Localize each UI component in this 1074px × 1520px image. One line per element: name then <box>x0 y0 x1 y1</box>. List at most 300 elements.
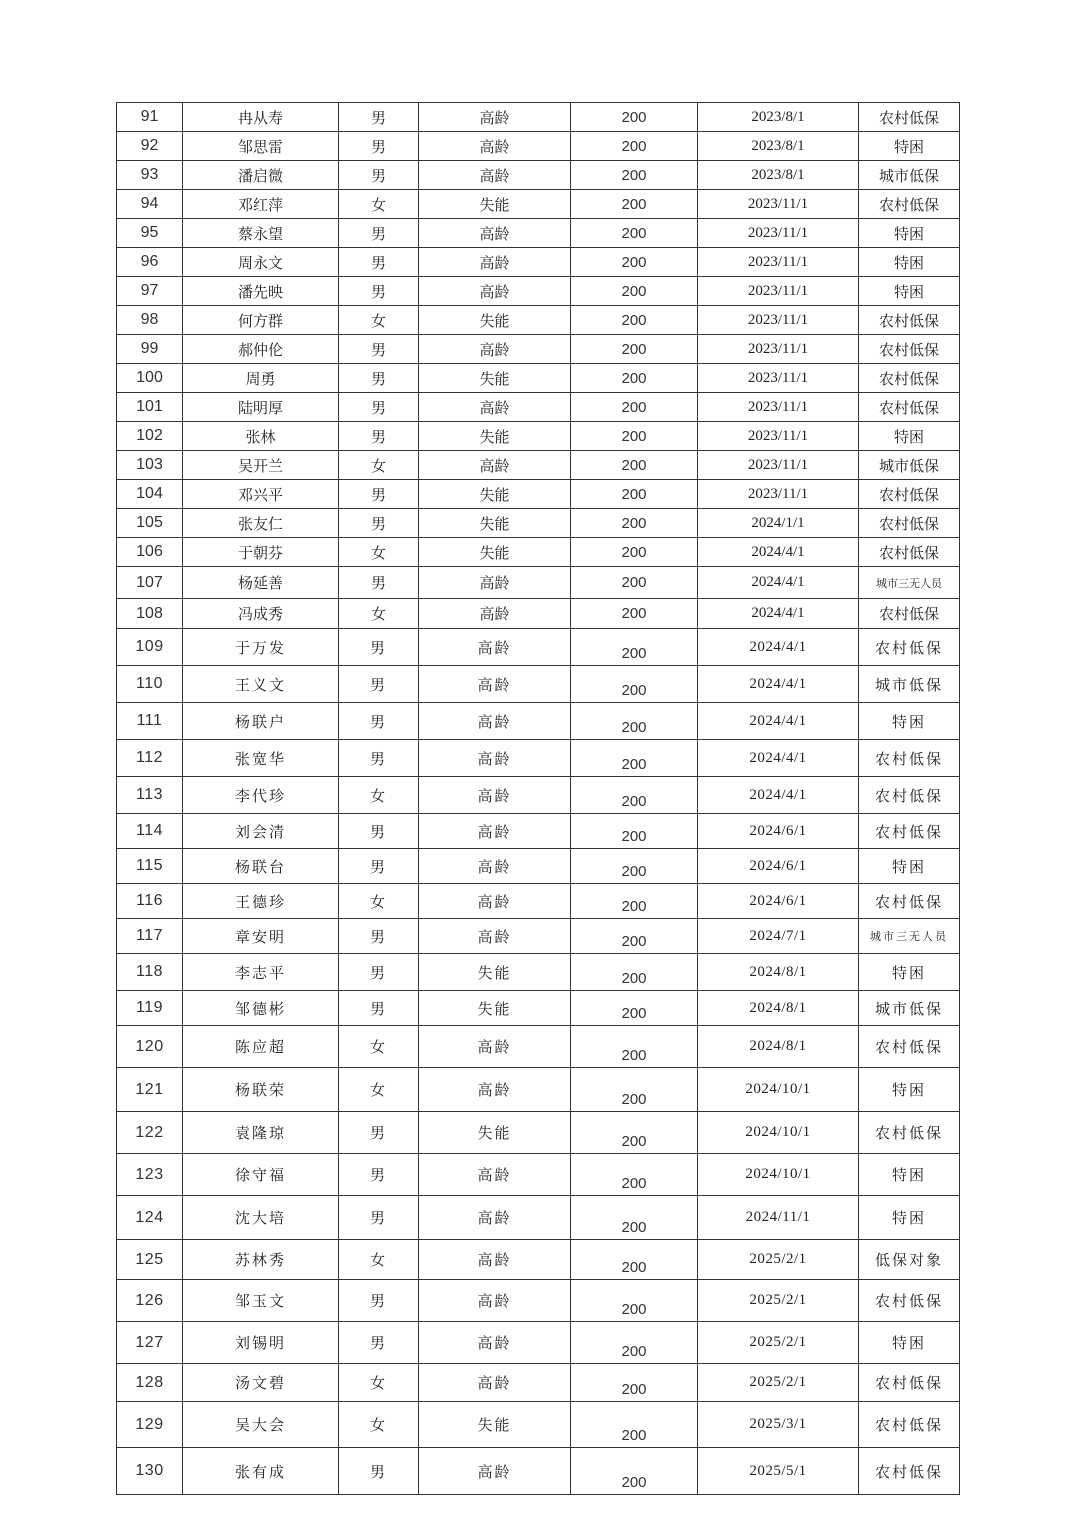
cell-type: 高龄 <box>419 1280 571 1322</box>
table-row <box>117 884 960 919</box>
cell-sex: 男 <box>339 393 419 422</box>
cell-sex: 男 <box>339 567 419 599</box>
cell-date: 2024/10/1 <box>698 1068 859 1112</box>
cell-type: 高龄 <box>419 132 571 161</box>
table-row <box>117 538 960 567</box>
cell-type: 高龄 <box>419 277 571 306</box>
cell-number: 127 <box>117 1322 183 1364</box>
cell-category: 特困 <box>859 1068 960 1112</box>
cell-type: 高龄 <box>419 219 571 248</box>
cell-name: 沈大培 <box>183 1196 339 1240</box>
cell-number: 119 <box>117 991 183 1026</box>
cell-amount: 200 <box>571 666 698 703</box>
cell-sex: 男 <box>339 335 419 364</box>
cell-number: 117 <box>117 919 183 954</box>
cell-date: 2024/4/1 <box>698 777 859 814</box>
cell-category: 农村低保 <box>859 740 960 777</box>
table-row <box>117 1026 960 1068</box>
cell-number: 107 <box>117 567 183 599</box>
cell-sex: 女 <box>339 1026 419 1068</box>
cell-name: 蔡永望 <box>183 219 339 248</box>
cell-category: 城市低保 <box>859 451 960 480</box>
cell-category: 特困 <box>859 277 960 306</box>
cell-category: 特困 <box>859 954 960 991</box>
cell-category: 特困 <box>859 132 960 161</box>
cell-number: 104 <box>117 480 183 509</box>
table-row <box>117 480 960 509</box>
cell-type: 高龄 <box>419 1364 571 1402</box>
cell-amount: 200 <box>571 777 698 814</box>
table-row <box>117 599 960 629</box>
cell-number: 99 <box>117 335 183 364</box>
cell-type: 高龄 <box>419 161 571 190</box>
cell-category: 农村低保 <box>859 1364 960 1402</box>
cell-type: 高龄 <box>419 919 571 954</box>
cell-amount: 200 <box>571 849 698 884</box>
cell-number: 113 <box>117 777 183 814</box>
cell-category: 农村低保 <box>859 103 960 132</box>
cell-date: 2024/6/1 <box>698 814 859 849</box>
recipient-table <box>116 102 960 1495</box>
cell-number: 129 <box>117 1402 183 1448</box>
cell-category: 农村低保 <box>859 1448 960 1495</box>
cell-type: 高龄 <box>419 1068 571 1112</box>
cell-amount: 200 <box>571 629 698 666</box>
cell-category: 城市三无人员 <box>859 919 960 954</box>
cell-type: 失能 <box>419 991 571 1026</box>
cell-amount: 200 <box>571 814 698 849</box>
cell-amount: 200 <box>571 1448 698 1495</box>
table-row <box>117 1402 960 1448</box>
cell-amount: 200 <box>571 103 698 132</box>
cell-number: 109 <box>117 629 183 666</box>
cell-date: 2024/10/1 <box>698 1112 859 1154</box>
cell-type: 高龄 <box>419 1026 571 1068</box>
cell-number: 120 <box>117 1026 183 1068</box>
table-row <box>117 509 960 538</box>
cell-category: 城市低保 <box>859 666 960 703</box>
cell-amount: 200 <box>571 740 698 777</box>
cell-category: 农村低保 <box>859 777 960 814</box>
cell-sex: 男 <box>339 740 419 777</box>
cell-sex: 女 <box>339 451 419 480</box>
cell-amount: 200 <box>571 248 698 277</box>
cell-sex: 男 <box>339 991 419 1026</box>
cell-category: 特困 <box>859 422 960 451</box>
cell-category: 农村低保 <box>859 1402 960 1448</box>
cell-category: 农村低保 <box>859 190 960 219</box>
cell-type: 高龄 <box>419 103 571 132</box>
cell-number: 110 <box>117 666 183 703</box>
cell-amount: 200 <box>571 509 698 538</box>
cell-amount: 200 <box>571 219 698 248</box>
table-row <box>117 248 960 277</box>
table-row <box>117 629 960 666</box>
cell-sex: 男 <box>339 849 419 884</box>
table-row <box>117 814 960 849</box>
cell-amount: 200 <box>571 599 698 629</box>
cell-category: 农村低保 <box>859 1112 960 1154</box>
cell-category: 城市三无人员 <box>859 567 960 599</box>
cell-name: 杨联荣 <box>183 1068 339 1112</box>
cell-date: 2024/10/1 <box>698 1154 859 1196</box>
cell-type: 高龄 <box>419 567 571 599</box>
cell-name: 邓红萍 <box>183 190 339 219</box>
cell-date: 2025/2/1 <box>698 1280 859 1322</box>
cell-category: 低保对象 <box>859 1240 960 1280</box>
cell-amount: 200 <box>571 451 698 480</box>
cell-type: 失能 <box>419 306 571 335</box>
cell-sex: 男 <box>339 103 419 132</box>
cell-number: 102 <box>117 422 183 451</box>
cell-category: 城市低保 <box>859 991 960 1026</box>
cell-type: 失能 <box>419 954 571 991</box>
cell-name: 潘先映 <box>183 277 339 306</box>
cell-amount: 200 <box>571 161 698 190</box>
cell-sex: 男 <box>339 277 419 306</box>
cell-number: 96 <box>117 248 183 277</box>
cell-type: 高龄 <box>419 335 571 364</box>
cell-name: 陆明厚 <box>183 393 339 422</box>
table-row <box>117 335 960 364</box>
table-row <box>117 1448 960 1495</box>
cell-name: 吴大会 <box>183 1402 339 1448</box>
cell-type: 高龄 <box>419 703 571 740</box>
cell-category: 农村低保 <box>859 884 960 919</box>
table-row <box>117 132 960 161</box>
cell-sex: 男 <box>339 954 419 991</box>
cell-name: 于万发 <box>183 629 339 666</box>
cell-category: 农村低保 <box>859 480 960 509</box>
cell-amount: 200 <box>571 422 698 451</box>
cell-date: 2025/5/1 <box>698 1448 859 1495</box>
cell-date: 2023/8/1 <box>698 103 859 132</box>
cell-date: 2023/11/1 <box>698 190 859 219</box>
cell-sex: 女 <box>339 777 419 814</box>
cell-amount: 200 <box>571 1026 698 1068</box>
cell-date: 2023/11/1 <box>698 480 859 509</box>
table-row <box>117 306 960 335</box>
cell-number: 98 <box>117 306 183 335</box>
cell-name: 郝仲伦 <box>183 335 339 364</box>
cell-name: 周勇 <box>183 364 339 393</box>
cell-date: 2024/4/1 <box>698 703 859 740</box>
cell-number: 130 <box>117 1448 183 1495</box>
table-row <box>117 161 960 190</box>
cell-name: 潘启微 <box>183 161 339 190</box>
cell-name: 汤文碧 <box>183 1364 339 1402</box>
cell-name: 王义文 <box>183 666 339 703</box>
cell-date: 2024/6/1 <box>698 849 859 884</box>
cell-category: 特困 <box>859 1322 960 1364</box>
table-row <box>117 1322 960 1364</box>
cell-name: 周永文 <box>183 248 339 277</box>
cell-category: 农村低保 <box>859 335 960 364</box>
cell-category: 农村低保 <box>859 393 960 422</box>
cell-date: 2023/8/1 <box>698 161 859 190</box>
cell-category: 农村低保 <box>859 599 960 629</box>
cell-category: 农村低保 <box>859 538 960 567</box>
cell-date: 2024/4/1 <box>698 538 859 567</box>
cell-category: 特困 <box>859 1196 960 1240</box>
cell-date: 2024/4/1 <box>698 740 859 777</box>
table-row <box>117 451 960 480</box>
cell-number: 93 <box>117 161 183 190</box>
cell-sex: 男 <box>339 364 419 393</box>
cell-number: 122 <box>117 1112 183 1154</box>
cell-type: 失能 <box>419 480 571 509</box>
cell-type: 高龄 <box>419 849 571 884</box>
cell-number: 128 <box>117 1364 183 1402</box>
cell-name: 袁隆琼 <box>183 1112 339 1154</box>
table-row <box>117 103 960 132</box>
cell-number: 105 <box>117 509 183 538</box>
cell-date: 2023/11/1 <box>698 335 859 364</box>
cell-date: 2024/4/1 <box>698 599 859 629</box>
cell-type: 失能 <box>419 1112 571 1154</box>
cell-date: 2023/11/1 <box>698 364 859 393</box>
table-row <box>117 1196 960 1240</box>
cell-sex: 男 <box>339 480 419 509</box>
cell-number: 106 <box>117 538 183 567</box>
cell-number: 112 <box>117 740 183 777</box>
cell-amount: 200 <box>571 132 698 161</box>
cell-date: 2024/8/1 <box>698 954 859 991</box>
cell-type: 失能 <box>419 509 571 538</box>
cell-type: 高龄 <box>419 740 571 777</box>
cell-number: 123 <box>117 1154 183 1196</box>
cell-category: 特困 <box>859 1154 960 1196</box>
cell-date: 2023/11/1 <box>698 219 859 248</box>
cell-type: 高龄 <box>419 777 571 814</box>
cell-amount: 200 <box>571 1154 698 1196</box>
cell-type: 高龄 <box>419 248 571 277</box>
cell-name: 何方群 <box>183 306 339 335</box>
cell-type: 高龄 <box>419 814 571 849</box>
cell-number: 124 <box>117 1196 183 1240</box>
cell-name: 杨联户 <box>183 703 339 740</box>
cell-name: 冯成秀 <box>183 599 339 629</box>
cell-date: 2024/8/1 <box>698 991 859 1026</box>
cell-amount: 200 <box>571 1322 698 1364</box>
cell-name: 邓兴平 <box>183 480 339 509</box>
cell-sex: 男 <box>339 248 419 277</box>
cell-date: 2023/11/1 <box>698 393 859 422</box>
cell-number: 100 <box>117 364 183 393</box>
table-row <box>117 277 960 306</box>
cell-type: 高龄 <box>419 666 571 703</box>
cell-number: 125 <box>117 1240 183 1280</box>
cell-name: 李志平 <box>183 954 339 991</box>
cell-sex: 男 <box>339 132 419 161</box>
cell-name: 吴开兰 <box>183 451 339 480</box>
table-body <box>117 103 960 1495</box>
cell-number: 111 <box>117 703 183 740</box>
cell-number: 91 <box>117 103 183 132</box>
cell-date: 2024/1/1 <box>698 509 859 538</box>
cell-sex: 女 <box>339 884 419 919</box>
cell-number: 114 <box>117 814 183 849</box>
table-row <box>117 1068 960 1112</box>
cell-date: 2024/8/1 <box>698 1026 859 1068</box>
cell-date: 2025/2/1 <box>698 1322 859 1364</box>
table-row <box>117 364 960 393</box>
cell-category: 农村低保 <box>859 306 960 335</box>
cell-amount: 200 <box>571 538 698 567</box>
cell-category: 农村低保 <box>859 1280 960 1322</box>
cell-sex: 男 <box>339 629 419 666</box>
cell-type: 高龄 <box>419 599 571 629</box>
cell-name: 张林 <box>183 422 339 451</box>
cell-amount: 200 <box>571 1068 698 1112</box>
cell-name: 杨联台 <box>183 849 339 884</box>
cell-type: 失能 <box>419 538 571 567</box>
cell-amount: 200 <box>571 335 698 364</box>
cell-type: 高龄 <box>419 884 571 919</box>
table-row <box>117 190 960 219</box>
table-row <box>117 393 960 422</box>
cell-date: 2024/7/1 <box>698 919 859 954</box>
cell-name: 杨延善 <box>183 567 339 599</box>
cell-sex: 女 <box>339 1240 419 1280</box>
cell-date: 2024/4/1 <box>698 567 859 599</box>
cell-sex: 男 <box>339 422 419 451</box>
cell-category: 特困 <box>859 849 960 884</box>
cell-number: 97 <box>117 277 183 306</box>
cell-name: 邹德彬 <box>183 991 339 1026</box>
cell-amount: 200 <box>571 480 698 509</box>
cell-category: 农村低保 <box>859 509 960 538</box>
cell-amount: 200 <box>571 306 698 335</box>
cell-number: 95 <box>117 219 183 248</box>
cell-name: 张友仁 <box>183 509 339 538</box>
cell-name: 邹思雷 <box>183 132 339 161</box>
cell-date: 2024/11/1 <box>698 1196 859 1240</box>
cell-sex: 男 <box>339 509 419 538</box>
cell-amount: 200 <box>571 1240 698 1280</box>
table-row <box>117 703 960 740</box>
cell-sex: 女 <box>339 1068 419 1112</box>
cell-type: 高龄 <box>419 1322 571 1364</box>
table-row <box>117 991 960 1026</box>
cell-amount: 200 <box>571 954 698 991</box>
cell-date: 2023/11/1 <box>698 451 859 480</box>
cell-amount: 200 <box>571 364 698 393</box>
cell-name: 冉从寿 <box>183 103 339 132</box>
cell-amount: 200 <box>571 1112 698 1154</box>
table-row <box>117 219 960 248</box>
cell-sex: 男 <box>339 1154 419 1196</box>
cell-name: 苏林秀 <box>183 1240 339 1280</box>
cell-amount: 200 <box>571 991 698 1026</box>
table-row <box>117 422 960 451</box>
cell-name: 刘锡明 <box>183 1322 339 1364</box>
cell-sex: 女 <box>339 538 419 567</box>
cell-type: 失能 <box>419 190 571 219</box>
cell-amount: 200 <box>571 1402 698 1448</box>
cell-sex: 女 <box>339 1402 419 1448</box>
cell-name: 李代珍 <box>183 777 339 814</box>
cell-number: 115 <box>117 849 183 884</box>
table-row <box>117 1240 960 1280</box>
cell-category: 农村低保 <box>859 1026 960 1068</box>
cell-category: 特困 <box>859 248 960 277</box>
cell-sex: 女 <box>339 190 419 219</box>
cell-number: 121 <box>117 1068 183 1112</box>
cell-sex: 男 <box>339 1280 419 1322</box>
table-row <box>117 954 960 991</box>
cell-name: 陈应超 <box>183 1026 339 1068</box>
cell-name: 刘会清 <box>183 814 339 849</box>
cell-type: 高龄 <box>419 451 571 480</box>
cell-name: 张宽华 <box>183 740 339 777</box>
cell-date: 2024/4/1 <box>698 629 859 666</box>
cell-type: 失能 <box>419 364 571 393</box>
cell-amount: 200 <box>571 703 698 740</box>
cell-category: 农村低保 <box>859 364 960 393</box>
cell-date: 2024/4/1 <box>698 666 859 703</box>
cell-amount: 200 <box>571 1196 698 1240</box>
cell-name: 于朝芬 <box>183 538 339 567</box>
cell-number: 103 <box>117 451 183 480</box>
cell-name: 张有成 <box>183 1448 339 1495</box>
cell-type: 失能 <box>419 422 571 451</box>
cell-amount: 200 <box>571 277 698 306</box>
cell-sex: 男 <box>339 161 419 190</box>
cell-sex: 男 <box>339 1448 419 1495</box>
table-row <box>117 849 960 884</box>
cell-date: 2024/6/1 <box>698 884 859 919</box>
cell-number: 92 <box>117 132 183 161</box>
table-row <box>117 777 960 814</box>
cell-number: 108 <box>117 599 183 629</box>
cell-amount: 200 <box>571 884 698 919</box>
cell-type: 高龄 <box>419 1448 571 1495</box>
table-row <box>117 919 960 954</box>
table-row <box>117 740 960 777</box>
cell-sex: 女 <box>339 306 419 335</box>
cell-amount: 200 <box>571 919 698 954</box>
cell-sex: 男 <box>339 919 419 954</box>
cell-name: 章安明 <box>183 919 339 954</box>
cell-type: 高龄 <box>419 629 571 666</box>
cell-date: 2023/11/1 <box>698 248 859 277</box>
cell-type: 失能 <box>419 1402 571 1448</box>
cell-sex: 男 <box>339 814 419 849</box>
cell-category: 城市低保 <box>859 161 960 190</box>
table-row <box>117 1154 960 1196</box>
cell-sex: 男 <box>339 703 419 740</box>
cell-name: 邹玉文 <box>183 1280 339 1322</box>
cell-number: 116 <box>117 884 183 919</box>
cell-amount: 200 <box>571 393 698 422</box>
cell-category: 特困 <box>859 219 960 248</box>
cell-sex: 女 <box>339 599 419 629</box>
cell-amount: 200 <box>571 1280 698 1322</box>
cell-type: 高龄 <box>419 393 571 422</box>
cell-number: 126 <box>117 1280 183 1322</box>
cell-number: 94 <box>117 190 183 219</box>
cell-amount: 200 <box>571 190 698 219</box>
cell-type: 高龄 <box>419 1154 571 1196</box>
table-row <box>117 666 960 703</box>
cell-number: 118 <box>117 954 183 991</box>
cell-category: 特困 <box>859 703 960 740</box>
cell-sex: 男 <box>339 1322 419 1364</box>
cell-amount: 200 <box>571 567 698 599</box>
cell-type: 高龄 <box>419 1240 571 1280</box>
cell-sex: 男 <box>339 1112 419 1154</box>
